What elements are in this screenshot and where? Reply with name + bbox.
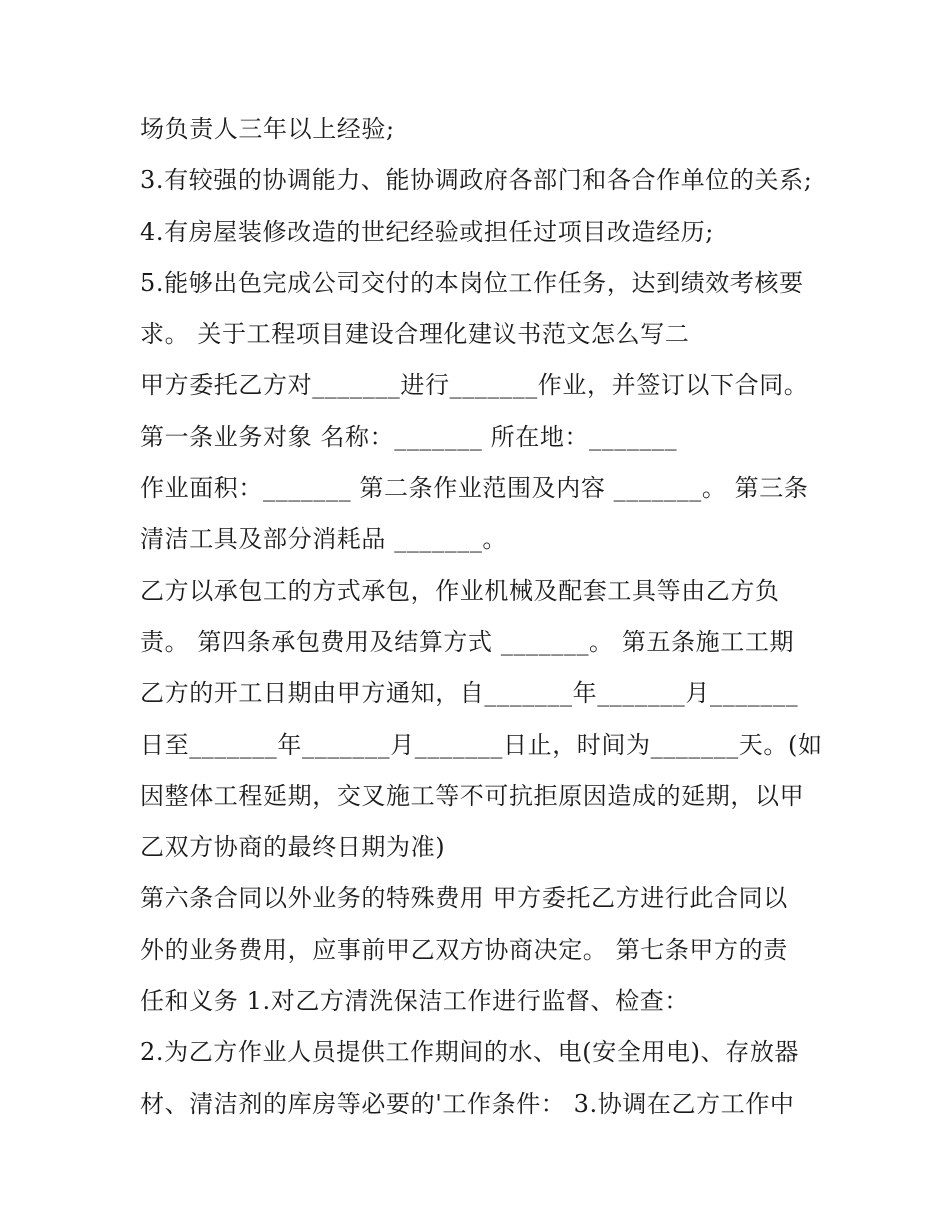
text-line: 场负责人三年以上经验; — [140, 115, 395, 143]
text-line: 3.有较强的协调能力、能协调政府各部门和各合作单位的关系; — [140, 166, 813, 195]
text-line: 清洁工具及部分消耗品 _______。 — [140, 525, 508, 554]
text-line: 求。 关于工程项目建设合理化建议书范文怎么写二 — [140, 320, 690, 349]
text-line: 外的业务费用，应事前甲乙双方协商决定。 第七条甲方的责 — [140, 935, 788, 964]
text-line: 作业面积：_______ 第二条作业范围及内容 _______。 第三条 — [140, 474, 809, 503]
document-body — [140, 104, 840, 1130]
text-line: 乙双方协商的最终日期为准) — [140, 833, 446, 862]
text-line: 材、清洁剂的库房等必要的'工作条件： 3.协调在乙方工作中 — [140, 1089, 795, 1118]
text-line: 5.能够出色完成公司交付的本岗位工作任务，达到绩效考核要 — [140, 268, 804, 297]
text-line: 因整体工程延期，交叉施工等不可抗拒原因造成的延期，以甲 — [140, 781, 805, 810]
text-line: 甲方委托乙方对_______进行_______作业，并签订以下合同。 — [140, 371, 809, 400]
text-line: 第六条合同以外业务的特殊费用 甲方委托乙方进行此合同以 — [140, 884, 788, 913]
text-line: 责。 第四条承包费用及结算方式 _______。 第五条施工工期 — [140, 627, 795, 656]
text-line: 2.为乙方作业人员提供工作期间的水、电(安全用电)、存放器 — [140, 1038, 800, 1067]
text-line: 乙方以承包工的方式承包，作业机械及配套工具等由乙方负 — [140, 576, 780, 605]
text-line: 日至_______年_______月_______日止，时间为_______天。(如 — [140, 730, 823, 759]
text-line: 乙方的开工日期由甲方通知，自_______年_______月_______ — [140, 679, 799, 708]
text-line: 第一条业务对象 名称：_______ 所在地：_______ — [140, 422, 678, 451]
text-line: 任和义务 1.对乙方清洗保洁工作进行监督、检查： — [140, 987, 689, 1016]
text-line: 4.有房屋装修改造的世纪经验或担任过项目改造经历; — [140, 217, 714, 246]
